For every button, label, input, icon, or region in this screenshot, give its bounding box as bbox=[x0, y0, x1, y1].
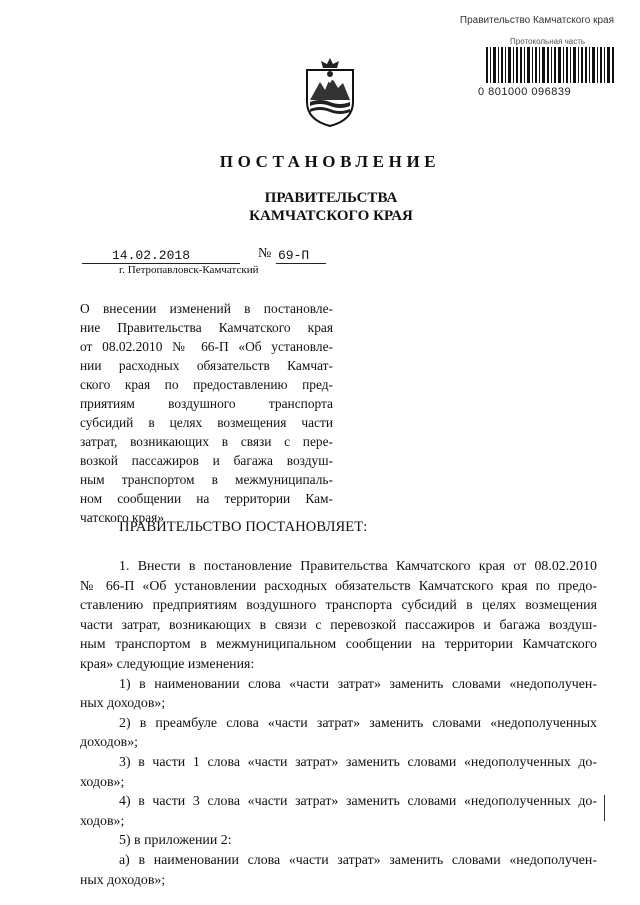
body-line: 1) в наименовании слова «части затрат» заменить словами «недополучен- bbox=[119, 676, 597, 692]
barcode-number: 0 801000 096839 bbox=[478, 86, 572, 98]
body-line: 4) в части 3 слова «части затрат» заменить словами «недополученных до- bbox=[119, 794, 597, 810]
subject-line: ном сообщении на территории Кам- bbox=[80, 491, 333, 506]
body-line: 3) в части 1 слова «части затрат» заменить словами «недополученных до- bbox=[119, 754, 597, 770]
body-line: ставлению предприятиям воздушного транспорта субсидий в целях возмещения bbox=[80, 598, 597, 614]
body-line: 2) в преамбуле слова «части затрат» заменить словами «недополученных bbox=[119, 715, 597, 731]
subject-line: от 08.02.2010 № 66-П «Об установле- bbox=[80, 339, 333, 354]
margin-mark bbox=[604, 795, 605, 821]
body-line: 5) в приложении 2: bbox=[119, 833, 232, 849]
body-line: ных доходов»; bbox=[80, 872, 166, 888]
subject-line: возкой пассажиров и багажа воздуш- bbox=[80, 453, 333, 468]
body-line: № 66-П «Об установлении расходных обязательств Камчатского края по предо- bbox=[80, 578, 597, 594]
decree-heading: ПРАВИТЕЛЬСТВО ПОСТАНОВЛЯЕТ: bbox=[119, 519, 368, 535]
subject-line: чатского края» bbox=[80, 510, 165, 525]
registry-stamp-header: Правительство Камчатского края bbox=[459, 15, 614, 26]
body-line: ходов»; bbox=[80, 774, 125, 790]
subject-line: затрат, возникающих в связи с пере- bbox=[80, 434, 333, 449]
document-body bbox=[80, 557, 597, 890]
subject-line: ние Правительства Камчатского края bbox=[80, 320, 333, 335]
barcode-icon bbox=[486, 47, 616, 91]
body-line: ходов»; bbox=[80, 813, 125, 829]
organization-line-2: КАМЧАТСКОГО КРАЯ bbox=[249, 208, 413, 224]
body-line: части затрат, возникающих в связи с перевозкой пассажиров и багажа воздуш- bbox=[80, 617, 597, 633]
body-line: ных доходов»; bbox=[80, 696, 166, 712]
document-city: г. Петропавловск-Камчатский bbox=[119, 264, 259, 276]
subject-line: ского края по предоставлению пред- bbox=[80, 377, 333, 392]
document-number: 69-П bbox=[278, 248, 310, 263]
body-line: ным транспортом в межмуниципальном сообщении на территории Камчатского bbox=[80, 637, 597, 653]
document-subject bbox=[80, 299, 333, 527]
kamchatka-emblem-icon bbox=[303, 56, 357, 128]
registry-stamp-subtitle: Протокольная часть bbox=[510, 37, 586, 46]
organization-line-1: ПРАВИТЕЛЬСТВА bbox=[264, 190, 398, 206]
document-date: 14.02.2018 bbox=[112, 248, 191, 263]
body-line: а) в наименовании слова «части затрат» заменить словами «недополучен- bbox=[119, 852, 597, 868]
subject-line: приятиям воздушного транспорта bbox=[80, 396, 333, 411]
subject-line: О внесении изменений в постановле- bbox=[80, 301, 333, 316]
subject-line: субсидий в целях возмещения части bbox=[80, 415, 333, 430]
subject-line: ным транспортом в межмуниципаль- bbox=[80, 472, 333, 487]
document-title: ПОСТАНОВЛЕНИЕ bbox=[219, 152, 441, 171]
body-line: края» следующие изменения: bbox=[80, 656, 255, 672]
subject-line: нии расходных обязательств Камчат- bbox=[80, 358, 333, 373]
number-underline bbox=[276, 263, 326, 264]
body-line: доходов»; bbox=[80, 735, 139, 751]
number-sign: № bbox=[258, 246, 272, 261]
body-line: 1. Внести в постановление Правительства Камчатского края от 08.02.2010 bbox=[119, 559, 597, 574]
